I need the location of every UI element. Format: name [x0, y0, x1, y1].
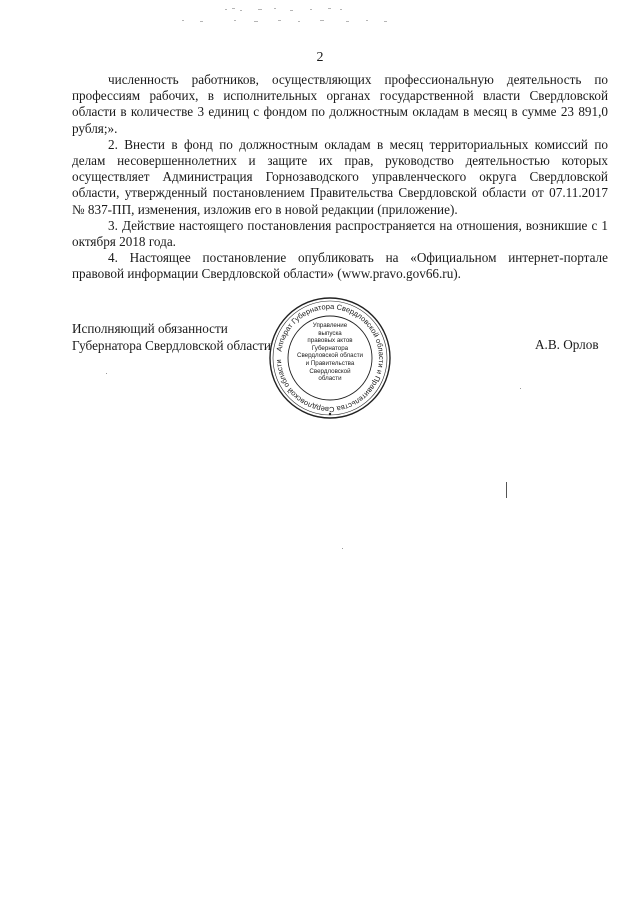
- body-text: [72, 72, 608, 283]
- paragraph-item-4: 4. Настоящее постановление опубликовать на «Официальном интернет-портале правовой информации Свердловской области» (www.pravo.gov66.ru).: [72, 250, 608, 282]
- signatory-title-line2: Губернатора Свердловской области: [72, 337, 271, 353]
- paragraph-continuation: численность работников, осуществляющих профессиональную деятельность по профессиям рабочих, в исполнительных органах государственной власти Свердловской области в количестве 3 единиц с фондом по должностным окладам в месяц в сумме 23 891,0 рубля;».: [72, 72, 608, 136]
- margin-mark: [506, 482, 507, 498]
- paragraph-item-2: 2. Внести в фонд по должностным окладам в месяц территориальных комиссий по делам несовершеннолетних и защите их прав, руководство деятельностью которых осуществляет Администрация Горнозаводского управленческого округа Свердловской области, утвержденный постановлением Правительства Свердловской области от 07.11.2017 № 837-ПП, изменения, изложив его в новой редакции (приложение).: [72, 136, 608, 217]
- seal-line: области: [318, 375, 342, 383]
- seal-line: Губернатора: [311, 344, 349, 352]
- seal-line: Свердловской: [309, 367, 351, 375]
- signatory-title: [72, 321, 271, 354]
- official-seal: [268, 296, 392, 420]
- seal-line: и Правительства: [305, 359, 355, 367]
- seal-ring-textpath: Аппарат Губернатора Свердловской области и Правительства Свердловской области: [273, 301, 387, 415]
- scan-speck: [342, 548, 343, 549]
- seal-line: выпуска: [318, 329, 342, 337]
- scan-artifact-header: [170, 6, 410, 26]
- scan-speck: [520, 388, 521, 389]
- page-number: 2: [316, 50, 324, 65]
- seal-line: Свердловской области: [296, 352, 363, 360]
- seal-center-text: [286, 322, 374, 383]
- paragraph-item-3: 3. Действие настоящего постановления распространяется на отношения, возникшие с 1 октября 2018 года.: [72, 217, 608, 250]
- seal-line: правовых актов: [307, 337, 353, 345]
- seal-line: Управление: [312, 322, 348, 329]
- signatory-name: А.В. Орлов: [535, 337, 599, 352]
- signatory-title-line1: Исполняющий обязанности: [72, 321, 228, 336]
- scan-speck: [106, 373, 107, 374]
